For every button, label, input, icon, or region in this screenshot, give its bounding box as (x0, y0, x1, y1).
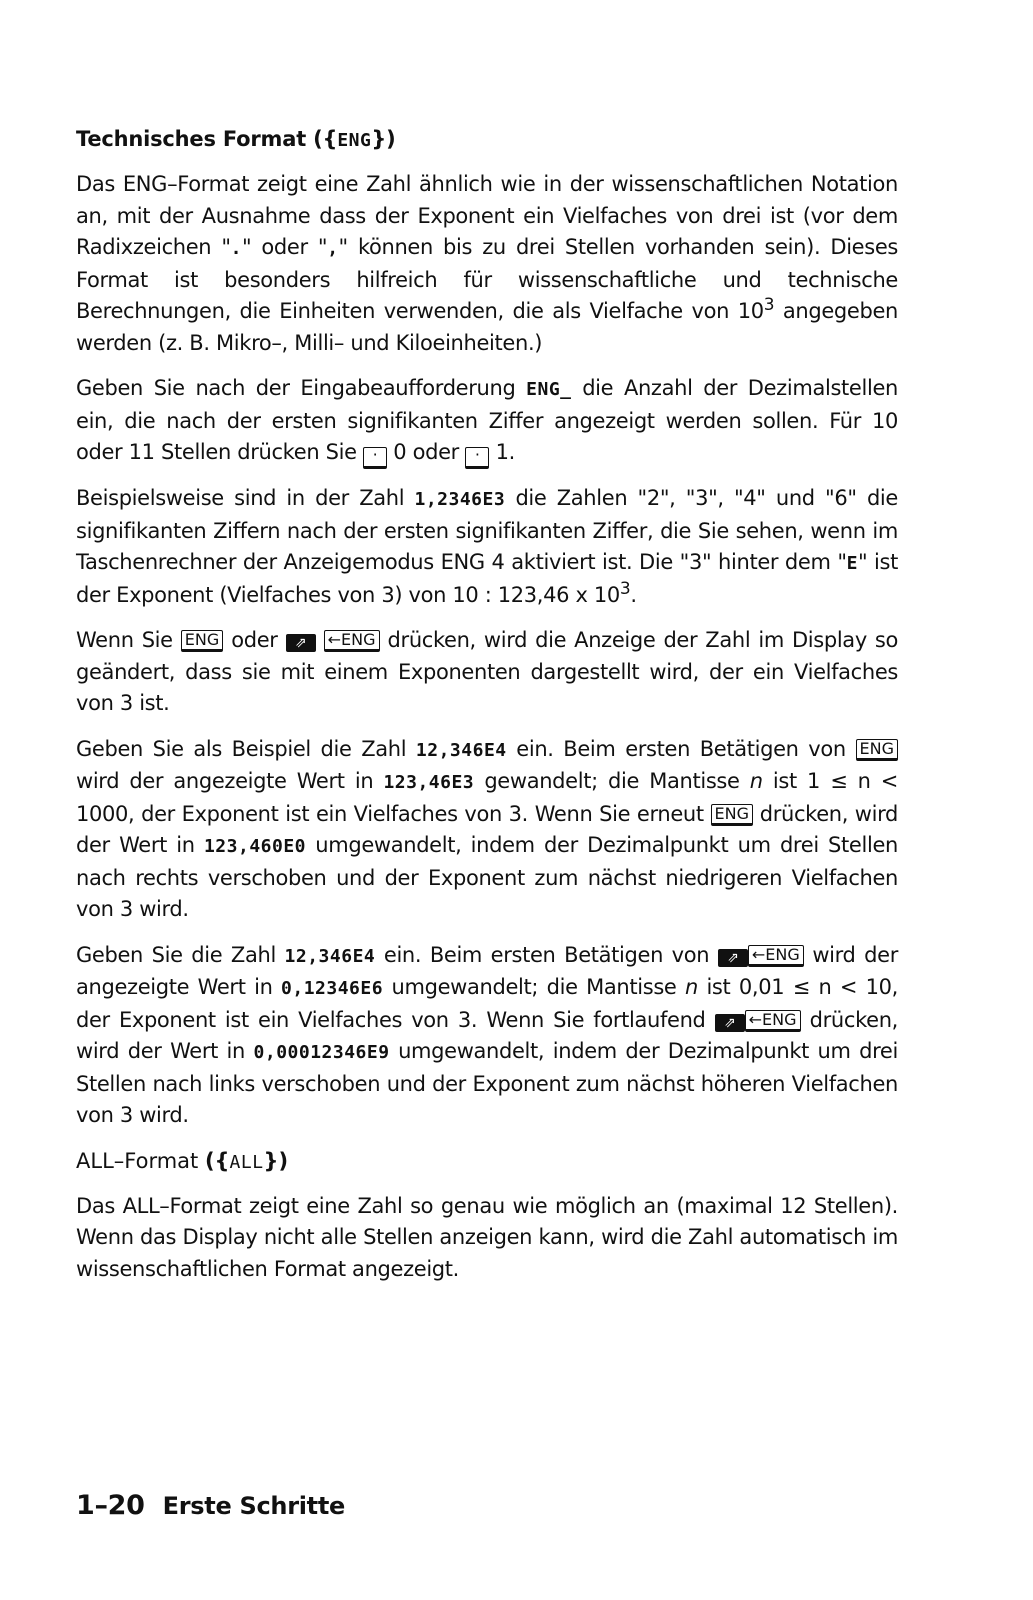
p4-text-a: Wenn Sie (76, 628, 181, 652)
p6-italic-n: n (684, 975, 698, 999)
p5-text-f: drücken, wird der Wert in (76, 801, 898, 857)
p1-radix-point: . (230, 238, 243, 259)
chapter-title: Erste Schritte (162, 1492, 345, 1520)
p1-radix-comma: , (327, 238, 339, 259)
p6-text-f: drücken, wird der Wert in (76, 1007, 898, 1063)
p1-superscript: 3 (763, 295, 775, 315)
p3-text-d: . (630, 582, 637, 607)
p6-lcd-1: 12,346E4 (284, 945, 376, 967)
p6-text-c: wird der angezeigte Wert in (76, 942, 898, 999)
p5-lcd-1: 12,346E4 (415, 739, 507, 761)
left-eng-key-icon: ←ENG (748, 945, 804, 967)
p2-lcd-prompt: ENG_ (526, 379, 572, 400)
paragraph-eng-intro (76, 169, 898, 359)
heading-eng-close: }) (371, 127, 396, 151)
p5-italic-n: n (749, 769, 763, 793)
p5-text-a: Geben Sie als Beispiel die Zahl (76, 736, 416, 761)
right-shift-key-icon: ⇗ (286, 634, 316, 652)
paragraph-eng-example-3 (76, 940, 898, 1132)
heading-eng-lcd: ENG (337, 130, 372, 151)
p5-text-d: gewandelt; die Mantisse (474, 769, 750, 793)
p2-text-a: Geben Sie nach der Eingabeaufforderung (76, 376, 527, 400)
p5-lcd-3: 123,460E0 (203, 836, 307, 857)
p5-text-g: umgewandelt, indem der Dezimalpunkt um drei Stellen nach rechts verschoben und der Exponent zum nächst niedrigeren Vielfachen von 3 wird. (76, 833, 898, 921)
p6-text-b: ein. Beim ersten Betätigen von (375, 942, 718, 967)
heading-all-open: ({ (204, 1148, 230, 1173)
heading-eng-text: Technisches Format ({ (76, 127, 338, 151)
p6-lcd-2: 0,12346E6 (281, 978, 384, 999)
p3-lcd-value: 1,2346E3 (414, 489, 506, 510)
page-footer (76, 1490, 345, 1521)
p6-text-a: Geben Sie die Zahl (76, 942, 285, 967)
p1-text-d: angegeben werden (z. B. Mikro–, Milli– und Kiloeinheiten.) (76, 299, 898, 355)
p3-lcd-e: E (846, 553, 858, 574)
p1-text-b: " oder " (242, 235, 328, 259)
p6-text-d: umgewandelt; die Mantisse (383, 975, 685, 999)
left-eng-key-icon: ←ENG (324, 630, 380, 652)
dot-key-icon: · (363, 447, 387, 469)
heading-all-lcd: ALL (229, 1151, 264, 1173)
p3-text-c: " ist der Exponent (Vielfaches von 3) von 10 : 123,46 x 10 (76, 550, 898, 607)
p6-lcd-3: 0,0001234​6E9 (253, 1042, 390, 1063)
page-body (76, 124, 898, 1299)
p1-text-c: " können bis zu drei Stellen vorhanden sein). Dieses Format ist besonders hilfreich für wissenschaftliche und technische Berechnungen, die Einheiten verwenden, die als Vielfache von 10 (76, 235, 898, 323)
p2-text-c: 0 oder (386, 440, 466, 464)
p2-text-b: die Anzahl der Dezimalstellen ein, die nach der ersten signifikanten Ziffer angezeigt werden sollen. Für 10 oder 11 Stellen drücken Sie (76, 376, 898, 464)
left-eng-key-icon: ←ENG (745, 1010, 801, 1032)
heading-all-text: ALL–Format (76, 1148, 205, 1173)
p3-superscript: 3 (619, 578, 631, 599)
paragraph-eng-keys (76, 625, 898, 720)
heading-all-format (76, 1146, 898, 1178)
eng-key-icon: ENG (856, 739, 898, 761)
p1-text-a: Das ENG–Format zeigt eine Zahl ähnlich wie in der wissenschaftlichen Notation an, mit der Ausnahme dass der Exponent ein Vielfaches von drei ist (vor dem Radixzeichen " (76, 172, 898, 259)
p3-text-a: Beispielsweise sind in der Zahl (76, 486, 415, 510)
p6-text-g: umgewandelt, indem der Dezimalpunkt um drei Stellen nach links verschoben und der Exponent zum nächst höheren Vielfachen von 3 wird. (76, 1039, 898, 1127)
p5-text-b: ein. Beim ersten Betätigen von (506, 736, 856, 761)
p5-text-c: wird der angezeigte Wert in (76, 769, 384, 793)
dot-key-icon: · (465, 447, 489, 469)
p4-text-c: drücken, wird die Anzeige der Zahl im Display so geändert, dass sie mit einem Exponenten dargestellt wird, der ein Vielfaches von 3 ist. (76, 628, 899, 715)
p6-text-e: ist 0,01 ≤ n < 10, der Exponent ist ein Vielfaches von 3. Wenn Sie fortlaufend (76, 975, 898, 1032)
paragraph-all-format: Das ALL–Format zeigt eine Zahl so genau wie möglich an (maximal 12 Stellen). Wenn das Display nicht alle Stellen anzeigen kann, wird die Zahl automatisch im wissenschaftlichen Format angezeigt. (76, 1193, 898, 1281)
p3-text-b: die Zahlen "2", "3", "4" und "6" die signifikanten Ziffern nach der ersten signifikanten Ziffer, die Sie sehen, wenn im Taschenrechner der Anzeigemodus ENG 4 aktiviert ist. Die "3" hinter dem " (76, 486, 898, 574)
right-shift-key-icon: ⇗ (715, 1014, 745, 1032)
eng-key-icon: ENG (181, 630, 223, 652)
paragraph-eng-prompt (76, 373, 898, 469)
p4-text-b: oder (223, 628, 286, 652)
eng-key-icon: ENG (711, 804, 753, 826)
paragraph-eng-example (76, 483, 898, 611)
page-number: 1–20 (76, 1490, 145, 1521)
heading-all-close: }) (263, 1148, 289, 1173)
right-shift-key-icon: ⇗ (718, 949, 748, 967)
heading-eng-format (76, 124, 898, 156)
p5-lcd-2: 123,46E3 (383, 772, 475, 793)
p5-text-e: ist 1 ≤ n < 1000, der Exponent ist ein Vielfaches von 3. Wenn Sie erneut (76, 769, 898, 826)
p2-text-d: 1. (489, 440, 515, 464)
paragraph-eng-example-2 (76, 734, 898, 926)
